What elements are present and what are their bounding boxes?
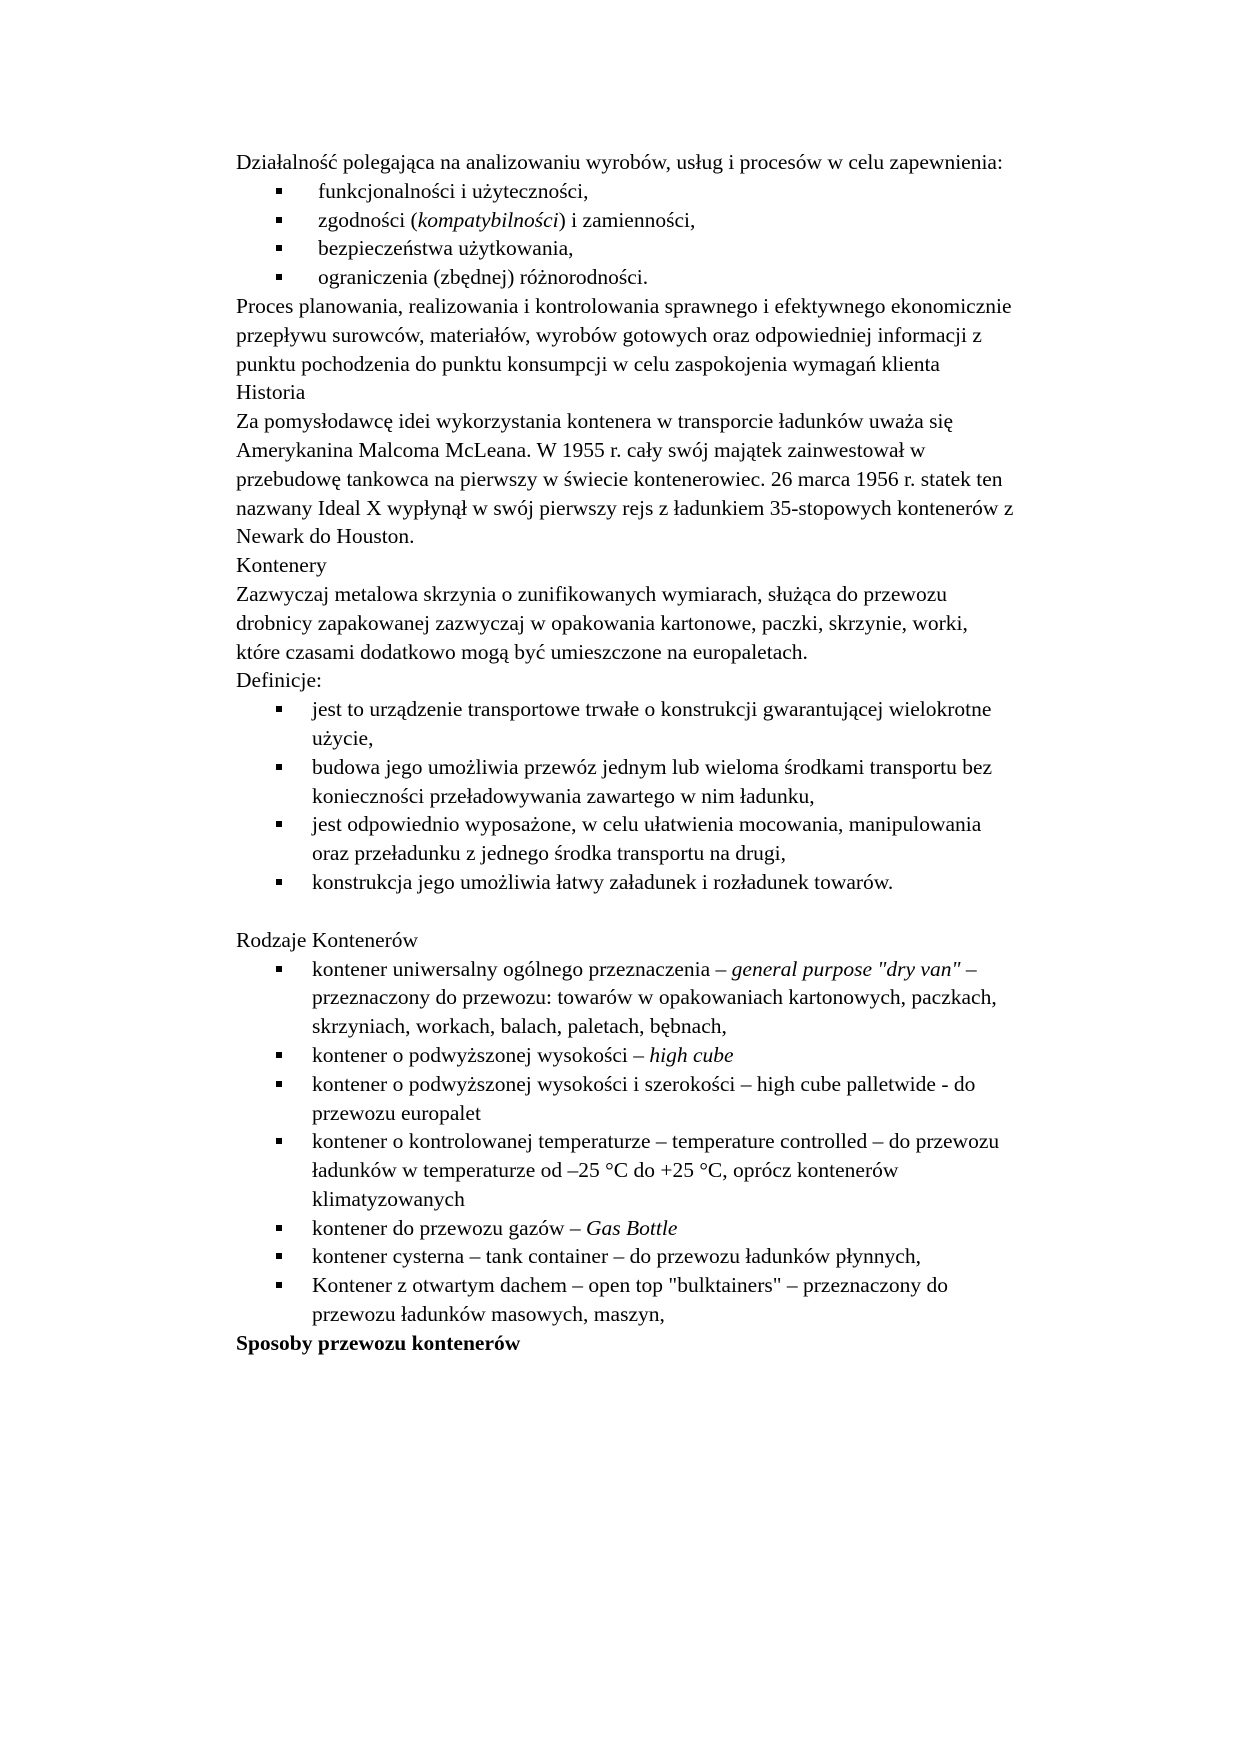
list-item [236,1041,1016,1070]
definitions-heading: Definicje: [236,668,322,693]
list-item [236,1271,1016,1329]
bullet-icon [276,879,282,885]
bullet-icon [276,821,282,827]
bullet-icon [276,188,282,194]
list-item-italic-text: kompatybilności [417,207,559,232]
intro-paragraph: Działalność polegająca na analizowaniu wyrobów, usług i procesów w celu zapewnienia: [236,150,1003,174]
list-item [236,810,1016,868]
bullet-icon [276,274,282,280]
list-item-text: Kontener z otwartym dachem – open top "bulktainers" – przeznaczony do przewozu ładunków masowych, maszyn, [312,1273,949,1327]
containers-heading: Kontenery [236,553,327,578]
bullet-icon [276,764,282,770]
list-item-text: – przeznaczony do przewozu: towarów w opakowaniach kartonowych, paczkach, skrzyniach, workach, balach, paletach, bębnach, [312,956,997,1039]
list-item [236,1070,1016,1128]
bullet-icon [276,1282,282,1288]
bullet-icon [276,1052,282,1058]
list-item-text: jest odpowiednio wyposażone, w celu ułatwienia mocowania, manipulowania oraz przeładunku z jednego środka transportu na drugi, [312,812,982,866]
list-item-text: funkcjonalności i użyteczności, [318,178,589,203]
bullet-icon [276,706,282,712]
list-item-text: kontener o podwyższonej wysokości – [312,1042,650,1067]
list-item [236,1242,1016,1271]
history-paragraph: Za pomysłodawcę idei wykorzystania kontenera w transporcie ładunków uważa się Amerykanina Malcoma McLeana. W 1955 r. cały swój majątek zainwestował w przebudowę tankowca na pierwszy w świecie kontenerowiec. 26 marca 1956 r. statek ten nazwany Ideal X wypłynął w swój pierwszy rejs z ładunkiem 35-stopowych kontenerów z Newark do Houston. [236,409,1014,549]
paragraph-spacer [236,897,1016,926]
types-list [236,955,1016,1329]
list-item-text: budowa jego umożliwia przewóz jednym lub wieloma środkami transportu bez konieczności przeładowywania zawartego w nim ładunku, [312,754,993,808]
logistics-definition-paragraph: Proces planowania, realizowania i kontrolowania sprawnego i efektywnego ekonomicznie przepływu surowców, materiałów, wyrobów gotowych oraz odpowiedniej informacji z punktu pochodzenia do punktu konsumpcji w celu zaspokojenia wymagań klienta [236,293,1012,376]
list-item [236,753,1016,811]
list-item [236,1214,1016,1243]
list-item-text: kontener o podwyższonej wysokości i szerokości – high cube palletwide - do przewozu europalet [312,1071,976,1125]
list-item-text: bezpieczeństwa użytkowania, [318,236,574,261]
list-item [236,263,1016,292]
bullet-icon [276,966,282,972]
bullet-icon [276,217,282,223]
transport-methods-heading: Sposoby przewozu kontenerów [236,1330,521,1355]
list-item-text: zgodności ( [318,207,418,232]
types-heading: Rodzaje Kontenerów [236,927,419,952]
definitions-list [236,695,1016,897]
document-page [236,148,1016,1358]
list-item-italic-text: general purpose "dry van" [731,956,961,981]
list-item [236,206,1016,235]
list-item-text: ograniczenia (zbędnej) różnorodności. [318,265,649,290]
list-item-text: ) i zamienności, [558,207,696,232]
bullet-icon [276,245,282,251]
list-item-italic-text: Gas Bottle [586,1215,678,1240]
history-heading: Historia [236,380,306,405]
list-item-text: kontener o kontrolowanej temperaturze – temperature controlled – do przewozu ładunków w temperaturze od –25 °C do +25 °C, oprócz kontenerów klimatyzowanych [312,1129,1000,1211]
list-item-text: kontener cysterna – tank container – do przewozu ładunków płynnych, [312,1244,921,1269]
list-item [236,868,1016,897]
containers-paragraph: Zazwyczaj metalowa skrzynia o zunifikowanych wymiarach, służąca do przewozu drobnicy zapakowanej zazwyczaj w opakowania kartonowe, paczki, skrzynie, worki, które czasami dodatkowo mogą być umieszczone na europaletach. [236,581,968,664]
list-item-italic-text: high cube [649,1042,734,1067]
list-item [236,955,1016,1041]
bullet-icon [276,1253,282,1259]
list-item [236,234,1016,263]
bullet-icon [276,1225,282,1231]
list-item [236,177,1016,206]
list-item [236,1127,1016,1213]
list-item [236,695,1016,753]
intro-list [236,177,1016,292]
list-item-text: jest to urządzenie transportowe trwałe o konstrukcji gwarantującej wielokrotne użycie, [312,697,992,750]
list-item-text: kontener uniwersalny ogólnego przeznaczenia – [312,956,732,981]
list-item-text: konstrukcja jego umożliwia łatwy załadunek i rozładunek towarów. [312,869,894,894]
bullet-icon [276,1138,282,1144]
list-item-text: kontener do przewozu gazów – [312,1215,587,1240]
bullet-icon [276,1081,282,1087]
